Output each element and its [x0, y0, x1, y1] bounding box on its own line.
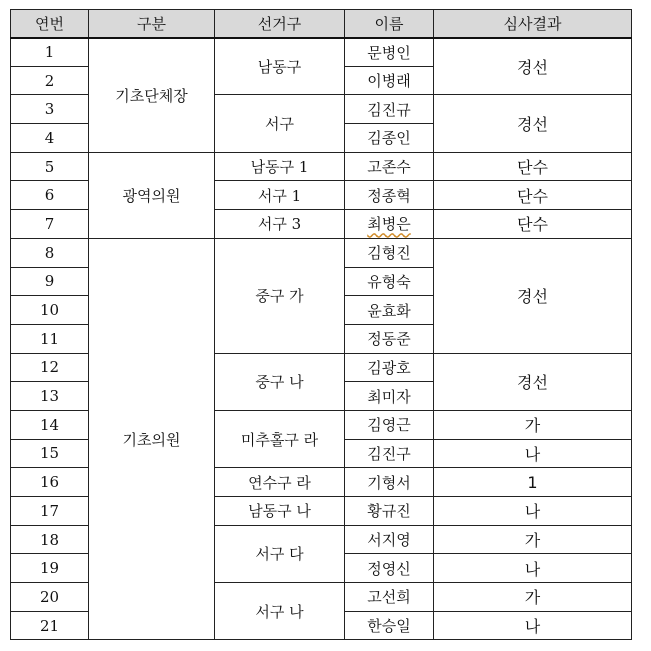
- candidate-name: 정종혁: [345, 181, 434, 210]
- result-cell: 1: [434, 468, 632, 497]
- candidate-name: 김광호: [345, 353, 434, 382]
- category-cell: 기초의원: [89, 238, 215, 640]
- district-cell: 서구 나: [215, 583, 345, 640]
- header-district: 선거구: [215, 10, 345, 38]
- result-cell: 나: [434, 611, 632, 640]
- header-name: 이름: [345, 10, 434, 38]
- district-cell: 남동구: [215, 38, 345, 95]
- row-number: 10: [11, 296, 89, 325]
- header-category: 구분: [89, 10, 215, 38]
- row-number: 5: [11, 152, 89, 181]
- row-number: 14: [11, 410, 89, 439]
- candidate-name: 황규진: [345, 497, 434, 526]
- result-cell: 나: [434, 554, 632, 583]
- candidate-name: 한승일: [345, 611, 434, 640]
- row-number: 18: [11, 525, 89, 554]
- row-number: 6: [11, 181, 89, 210]
- row-number: 20: [11, 583, 89, 612]
- spellcheck-underlined-name: 최병은: [367, 215, 411, 234]
- district-cell: 중구 가: [215, 238, 345, 353]
- district-cell: 서구 다: [215, 525, 345, 582]
- table-row: [11, 38, 632, 67]
- candidate-name: 유형숙: [345, 267, 434, 296]
- candidate-name: 정동준: [345, 324, 434, 353]
- table-row: [11, 238, 632, 267]
- result-cell: 경선: [434, 95, 632, 152]
- candidate-name: 최미자: [345, 382, 434, 411]
- result-cell: 단수: [434, 152, 632, 181]
- result-cell: 경선: [434, 238, 632, 353]
- row-number: 16: [11, 468, 89, 497]
- district-cell: 남동구 나: [215, 497, 345, 526]
- candidate-name: [345, 210, 434, 239]
- result-cell: 가: [434, 525, 632, 554]
- result-cell: 가: [434, 583, 632, 612]
- candidate-name: 서지영: [345, 525, 434, 554]
- row-number: 3: [11, 95, 89, 124]
- result-cell: 단수: [434, 181, 632, 210]
- candidate-name: 이병래: [345, 66, 434, 95]
- row-number: 13: [11, 382, 89, 411]
- row-number: 15: [11, 439, 89, 468]
- row-number: 17: [11, 497, 89, 526]
- row-number: 7: [11, 210, 89, 239]
- result-cell: 경선: [434, 38, 632, 95]
- result-cell: 나: [434, 439, 632, 468]
- candidate-name: 윤효화: [345, 296, 434, 325]
- header-result: 심사결과: [434, 10, 632, 38]
- candidate-name: 김진규: [345, 95, 434, 124]
- candidate-name: 고선희: [345, 583, 434, 612]
- category-cell: 광역의원: [89, 152, 215, 238]
- candidate-name: 정영신: [345, 554, 434, 583]
- candidate-name: 김형진: [345, 238, 434, 267]
- district-cell: 중구 나: [215, 353, 345, 410]
- result-cell: 경선: [434, 353, 632, 410]
- result-cell: 가: [434, 410, 632, 439]
- row-number: 8: [11, 238, 89, 267]
- candidate-name: 김종인: [345, 124, 434, 153]
- row-number: 19: [11, 554, 89, 583]
- district-cell: 서구 3: [215, 210, 345, 239]
- candidate-name: 문병인: [345, 38, 434, 67]
- row-number: 12: [11, 353, 89, 382]
- row-number: 1: [11, 38, 89, 67]
- row-number: 2: [11, 66, 89, 95]
- category-cell: 기초단체장: [89, 38, 215, 153]
- row-number: 9: [11, 267, 89, 296]
- row-number: 21: [11, 611, 89, 640]
- district-cell: 미추홀구 라: [215, 410, 345, 467]
- district-cell: 남동구 1: [215, 152, 345, 181]
- table-row: [11, 152, 632, 181]
- screening-results-table: [10, 9, 632, 640]
- row-number: 4: [11, 124, 89, 153]
- district-cell: 서구: [215, 95, 345, 152]
- header-row: [11, 10, 632, 38]
- candidate-name: 고존수: [345, 152, 434, 181]
- candidate-name: 기형서: [345, 468, 434, 497]
- result-cell: 나: [434, 497, 632, 526]
- row-number: 11: [11, 324, 89, 353]
- candidate-name: 김영근: [345, 410, 434, 439]
- candidate-name: 김진구: [345, 439, 434, 468]
- district-cell: 연수구 라: [215, 468, 345, 497]
- result-cell: 단수: [434, 210, 632, 239]
- district-cell: 서구 1: [215, 181, 345, 210]
- header-no: 연번: [11, 10, 89, 38]
